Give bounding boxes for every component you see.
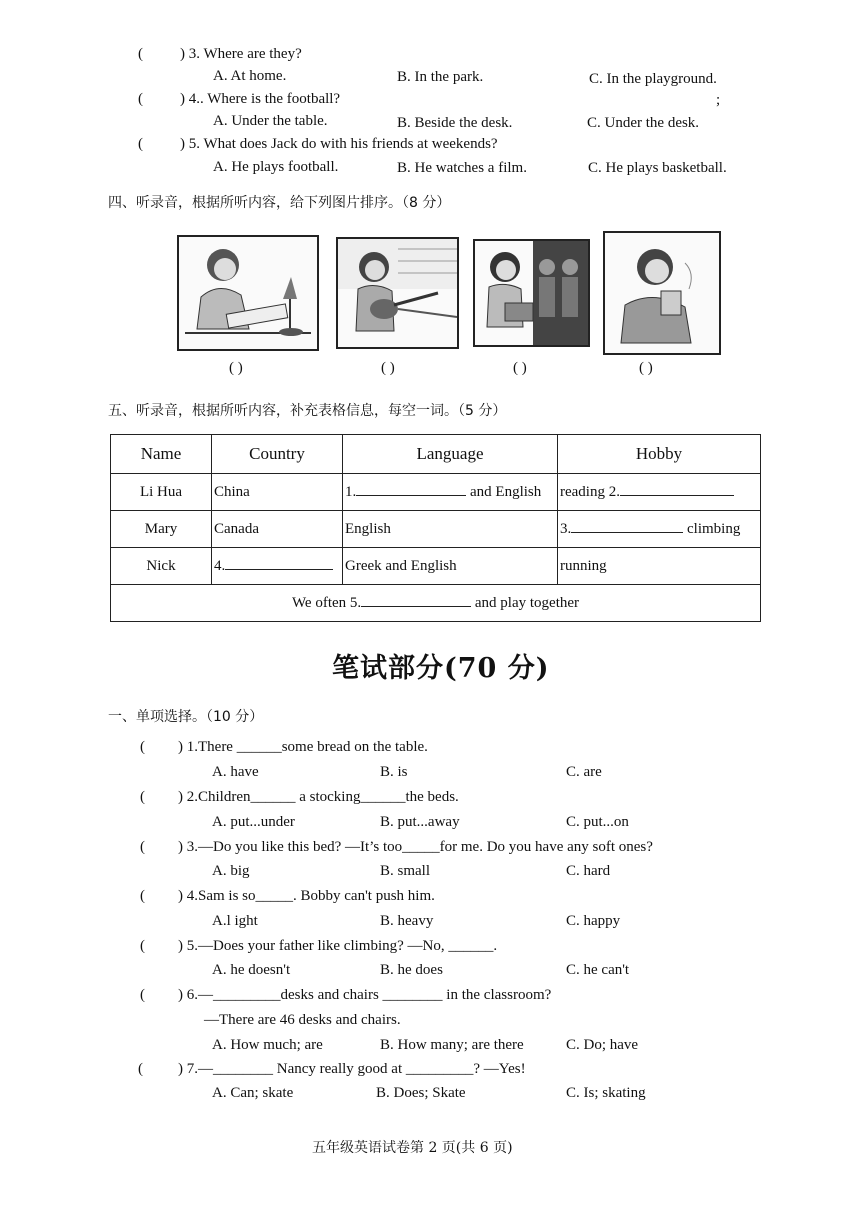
mc5-option-b: B. he does — [380, 962, 443, 978]
q3-option-c: C. In the playground. — [589, 71, 717, 87]
table-footer-row — [111, 585, 761, 622]
section5-heading: 五、听录音，根据所听内容，补充表格信息，每空一词。（5 分） — [108, 403, 507, 419]
stray-mark: ; — [716, 92, 721, 108]
mc3-option-b: B. small — [380, 863, 431, 879]
mc5-stem: ) 5.—Does your father like climbing? —No, ______. — [178, 938, 498, 954]
q3-option-b: B. In the park. — [397, 69, 484, 85]
cell-language[interactable]: 1. and English — [343, 474, 558, 511]
cell-country: China — [212, 474, 343, 511]
mc1-stem: ) 1.There ______some bread on the table. — [178, 739, 428, 755]
q4-paren: ( — [138, 91, 143, 107]
mc6-option-b: B. How many; are there — [380, 1037, 524, 1053]
cell-hobby[interactable]: reading 2. — [558, 474, 761, 511]
header-language: Language — [343, 435, 558, 474]
page-title: 笔试部分(70 分) — [332, 653, 550, 684]
mc7-option-a: A. Can; skate — [212, 1085, 294, 1101]
mc1-option-a: A. have — [212, 764, 259, 780]
mc-paren[interactable]: ( — [138, 1061, 143, 1077]
header-hobby: Hobby — [558, 435, 761, 474]
table-row — [111, 548, 761, 585]
q5-option-a: A. He plays football. — [213, 159, 339, 175]
cell-name: Li Hua — [111, 474, 212, 511]
header-country: Country — [212, 435, 343, 474]
mc-paren[interactable]: ( — [140, 938, 145, 954]
mc7-option-c: C. Is; skating — [566, 1085, 646, 1101]
mc1-option-c: C. are — [566, 764, 602, 780]
mc2-option-c: C. put...on — [566, 814, 629, 830]
info-table — [110, 434, 761, 622]
q3-option-a: A. At home. — [213, 68, 287, 84]
answer-slot-1[interactable]: ( ) — [229, 360, 243, 376]
q4-option-a: A. Under the table. — [213, 113, 328, 129]
picture-girl-reading — [603, 231, 721, 355]
header-name: Name — [111, 435, 212, 474]
mc-paren[interactable]: ( — [140, 789, 145, 805]
mc-paren[interactable]: ( — [140, 739, 145, 755]
q5-paren: ( — [138, 136, 143, 152]
q3-paren: ( — [138, 46, 143, 62]
table-row — [111, 474, 761, 511]
mc4-option-a: A.l ight — [212, 913, 258, 929]
q4-option-c: C. Under the desk. — [587, 115, 700, 131]
mc7-option-b: B. Does; Skate — [376, 1085, 466, 1101]
mc3-option-a: A. big — [212, 863, 250, 879]
picture-girl-studying — [177, 235, 319, 351]
answer-slot-3[interactable]: ( ) — [513, 360, 527, 376]
mc1-option-b: B. is — [380, 764, 408, 780]
q4-option-b: B. Beside the desk. — [397, 115, 513, 131]
q5-stem: ) 5. What does Jack do with his friends at weekends? — [180, 136, 498, 152]
mc4-stem: ) 4.Sam is so_____. Bobby can't push him. — [178, 888, 435, 904]
mc6-option-a: A. How much; are — [212, 1037, 323, 1053]
answer-slot-4[interactable]: ( ) — [639, 360, 653, 376]
mc6-stem: ) 6.—_________desks and chairs ________ in the classroom? — [178, 987, 552, 1003]
q5-option-b: B. He watches a film. — [397, 160, 527, 176]
mc5-option-c: C. he can't — [566, 962, 630, 978]
section1-heading: 一、单项选择。（10 分） — [108, 709, 264, 725]
section4-heading: 四、听录音，根据所听内容，给下列图片排序。（8 分） — [108, 195, 451, 211]
mc3-option-c: C. hard — [566, 863, 611, 879]
cell-language: English — [343, 511, 558, 548]
q5-option-c: C. He plays basketball. — [588, 160, 727, 176]
cell-footer[interactable]: We often 5. and play together — [111, 585, 761, 622]
q4-stem: ) 4.. Where is the football? — [180, 91, 341, 107]
cell-hobby[interactable]: 3. climbing — [558, 511, 761, 548]
mc7-stem: ) 7.—________ Nancy really good at _________? —Yes! — [178, 1061, 526, 1077]
mc2-option-a: A. put...under — [212, 814, 295, 830]
page-footer: 五年级英语试卷第 2 页(共 6 页) — [312, 1140, 513, 1156]
mc-paren[interactable]: ( — [140, 839, 145, 855]
cell-name: Nick — [111, 548, 212, 585]
mc4-option-b: B. heavy — [380, 913, 434, 929]
table-header-row — [111, 435, 761, 474]
mc2-stem: ) 2.Children______ a stocking______the beds. — [178, 789, 459, 805]
picture-girl-guitar — [336, 237, 459, 349]
cell-name: Mary — [111, 511, 212, 548]
mc3-stem: ) 3.—Do you like this bed? —It’s too_____for me. Do you have any soft ones? — [178, 839, 653, 855]
mc6-line2: —There are 46 desks and chairs. — [204, 1012, 401, 1028]
mc6-option-c: C. Do; have — [566, 1037, 639, 1053]
mc4-option-c: C. happy — [566, 913, 621, 929]
table-row — [111, 511, 761, 548]
picture-girl-shopping — [473, 239, 590, 347]
cell-hobby: running — [558, 548, 761, 585]
q3-stem: ) 3. Where are they? — [180, 46, 302, 62]
mc-paren[interactable]: ( — [140, 888, 145, 904]
mc5-option-a: A. he doesn't — [212, 962, 291, 978]
cell-language: Greek and English — [343, 548, 558, 585]
cell-country: Canada — [212, 511, 343, 548]
mc-paren[interactable]: ( — [140, 987, 145, 1003]
cell-country[interactable]: 4. — [212, 548, 343, 585]
mc2-option-b: B. put...away — [380, 814, 460, 830]
answer-slot-2[interactable]: ( ) — [381, 360, 395, 376]
